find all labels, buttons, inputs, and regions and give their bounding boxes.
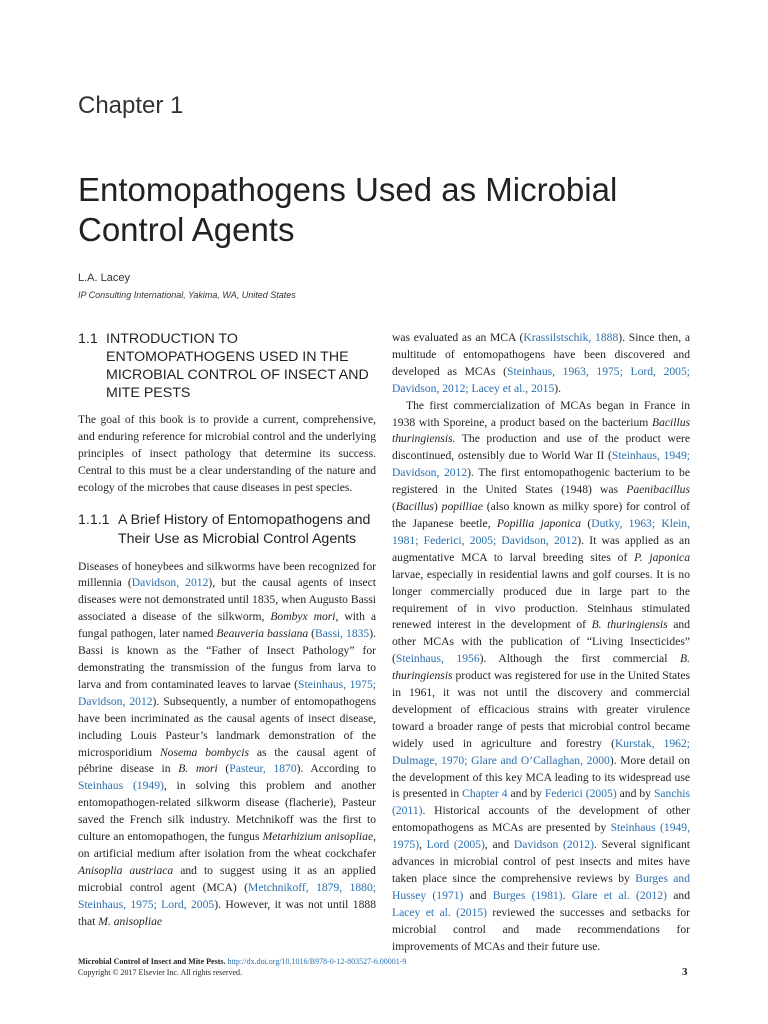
subsection-number: 1.1.1 [78,511,110,528]
text-run: ( [217,762,230,776]
citation-link[interactable]: Glare et al. (2012) [571,888,667,902]
citation-link[interactable]: Pasteur, 1870 [229,762,297,776]
book-source: Microbial Control of Insect and Mite Pests. [78,957,226,966]
section-title: INTRODUCTION TO ENTOMOPATHOGENS USED IN THE MICROBIAL CONTROL OF INSECT AND MITE PESTS [106,331,369,401]
text-run: , and [484,838,514,852]
citation-link[interactable]: Bassi, 1835 [315,627,370,641]
citation-link[interactable]: Burges (1981) [492,888,563,902]
citation-link[interactable]: Steinhaus, 1975; Davidson, 2012 [78,677,376,708]
author-affiliation: IP Consulting International, Yakima, WA, United States [78,290,296,300]
citation-link[interactable]: Davidson, 2012 [131,576,209,590]
text-run: and by [507,787,545,801]
text-run: and other MCAs with the publication of “Living Insecticides” ( [392,618,690,666]
text-run: as the causal agent of pébrine disease in [78,745,377,776]
paragraph-history [78,559,376,931]
italic-term: Bacillus thuringiensis. [392,415,690,446]
section-number: 1.1 [78,331,98,347]
citation-link[interactable]: Davidson (2012) [513,838,594,852]
text-run: ). More detail on the development of this key MCA leading to its widespread use is presented in [392,753,690,801]
text-run: The first commercialization of MCAs began in France in 1938 with Sporeine, a product based on the bacterium [392,398,690,429]
chapter-title: Entomopathogens Used as Microbial Control Agents [78,171,618,248]
text-run: , with a fungal pathogen, later named [78,610,376,641]
text-run: and by [616,787,654,801]
subsection-title: A Brief History of Entomopathogens and Their Use as Microbial Control Agents [118,511,371,547]
citation-link[interactable]: Federici (2005) [544,787,617,801]
citation-link[interactable]: Burges and Hussey (1971) [392,872,690,902]
text-run: . Several significant advances in microbial control of pest insects and mites have taken place since the comprehensive reviews by [392,838,690,885]
italic-term: Beauveria bassiana [216,627,309,641]
text-run: , in solving this problem and another entomopathogen-related silkworm disease (flacherie), Pasteur saved the French silk industry. Metchnikoff was the first to culture an entomopathogen, the fungus [78,779,376,844]
italic-term: Metarhizium anisopliae [262,830,374,844]
left-column [78,330,376,930]
text-run: reviewed the successes and setbacks for microbial control and made recommendations for improvements of MCAs and their future use. [392,905,690,953]
italic-term: Bacillus [395,500,434,514]
italic-term: B. mori [178,762,218,776]
text-run: ), but the causal agents of insect diseases were not demonstrated until 1835, when Augusto Bassi associated a disease of the silkworm, [78,576,376,624]
text-run: ). Since then, a multitude of entomopathogens have been discovered and developed as MCAs ( [392,331,690,378]
doi-link[interactable]: http://dx.doi.org/10.1016/B978-0-12-803527-6.00001-9 [227,957,407,966]
copyright-notice: Copyright © 2017 Elsevier Inc. All rights reserved. [78,968,243,977]
citation-link[interactable]: Lord (2005) [426,838,485,852]
italic-term: B. thuringiensis [591,618,668,632]
author-name: L.A. Lacey [78,272,130,284]
citation-link[interactable]: Chapter 4 [462,787,508,801]
citation-link[interactable]: Metchnikoff, 1879, 1880; Steinhaus, 1975; Lord, 2005 [78,880,376,911]
text-run: The production and use of the product were discontinued, ostensibly due to World War II ( [392,432,690,463]
citation-link[interactable]: Lacey et al. (2015) [392,905,488,919]
italic-term: Bombyx mori [270,610,336,624]
text-run: The goal of this book is to provide a current, comprehensive, and enduring reference for microbial control and the underlying principles of insect pathology that determine its success. Central to this must be a clear understanding of the nature and ecology of the microbes that cause diseases in pest species. [78,413,376,494]
italic-term: M. anisopliae [98,914,163,928]
text-run: ). However, it was not until 1888 that [78,897,376,928]
text-run: ( [308,627,316,641]
text-run: Diseases of honeybees and silkworms have been recognized for millennia ( [78,559,376,590]
text-run: . [562,888,572,902]
section-heading-1-1-1 [78,511,376,549]
text-run: ( [581,516,592,530]
text-run: ). The first entomopathogenic bacterium to be registered in the United States (1948) was [392,466,690,497]
text-run: ). It was applied as an augmentative MCA to larval breeding sites of [392,533,691,564]
citation-link[interactable]: Steinhaus (1949, 1975) [392,821,690,852]
text-run: ( [392,500,396,514]
text-run: , on artificial medium after isolation from the wheat cockchafer [78,830,376,860]
citation-link[interactable]: Kurstak, 1962; Dulmage, 1970; Glare and O’Callaghan, 2000 [392,736,690,767]
paragraph-intro [78,412,376,497]
text-run: (also known as milky spore) for control of the Japanese beetle, [392,500,690,530]
text-run: larvae, especially in residential lawns and golf courses. It is no longer commercially produced due in large part to the requirement of in vivo production. Steinhaus stimulated renewed interest in the development of [392,567,690,632]
right-column [392,330,690,956]
italic-term: Anisoplia austriaca [78,863,174,877]
italic-term: Popillia japonica [496,516,582,530]
text-run: , [419,838,427,852]
paragraph-commercialization [392,398,690,956]
text-run: ). Subsequently, a number of entomopathogens have been incriminated as the causal agents of insect disease, including Louis Pasteur’s landmark demonstration of the microsporidium [78,694,376,759]
text-run: . Historical accounts of the development of other entomopathogens as MCAs are presented by [392,804,690,835]
italic-term: P. japonica [634,550,690,564]
citation-link[interactable]: Steinhaus, 1956 [395,652,480,666]
text-run: ). [554,381,562,395]
text-run: product was registered for use in the United States in 1961, it was not until the discovery and commercial development of efficacious strains with greater virulence toward a broader range of pests that microbial control became widely used in agriculture and forestry ( [392,669,690,750]
chapter-label: Chapter 1 [78,92,184,119]
text-run: ). Although the first commercial [479,652,680,666]
citation-link[interactable]: Steinhaus (1949) [78,779,164,793]
text-run: and [666,888,691,902]
citation-link[interactable]: Dutky, 1963; Klein, 1981; Federici, 2005; Davidson, 2012 [392,516,690,547]
italic-term: B. thuringiensis [392,652,690,683]
citation-link[interactable]: Sanchis (2011) [392,787,691,818]
citation-link[interactable]: Krassilstschik, 1888 [523,331,619,344]
italic-term: Nosema bombycis [159,745,249,759]
text-run: was evaluated as an MCA ( [392,331,524,344]
section-heading-1-1 [78,330,376,402]
page-number: 3 [682,966,688,978]
text-run: ). Bassi is known as the “Father of Insect Pathology” for demonstrating the transmission of the fungus from larva to larva and from contaminated leaves to larvae ( [78,627,376,691]
paragraph-history-continued [392,330,690,398]
citation-link[interactable]: Steinhaus, 1949; Davidson, 2012 [392,449,690,480]
text-run: ) [433,500,442,514]
italic-term: Paenibacillus [626,483,690,497]
footer-source-line [78,956,690,967]
italic-term: popilliae [441,500,483,514]
text-run: and [463,888,493,902]
text-run: ). According to [296,762,377,776]
text-run: and to suggest using it as an applied microbial control agent (MCA) ( [78,863,376,894]
page-footer [78,956,690,978]
citation-link[interactable]: Steinhaus, 1963, 1975; Lord, 2005; Davidson, 2012; Lacey et al., 2015 [392,364,690,395]
